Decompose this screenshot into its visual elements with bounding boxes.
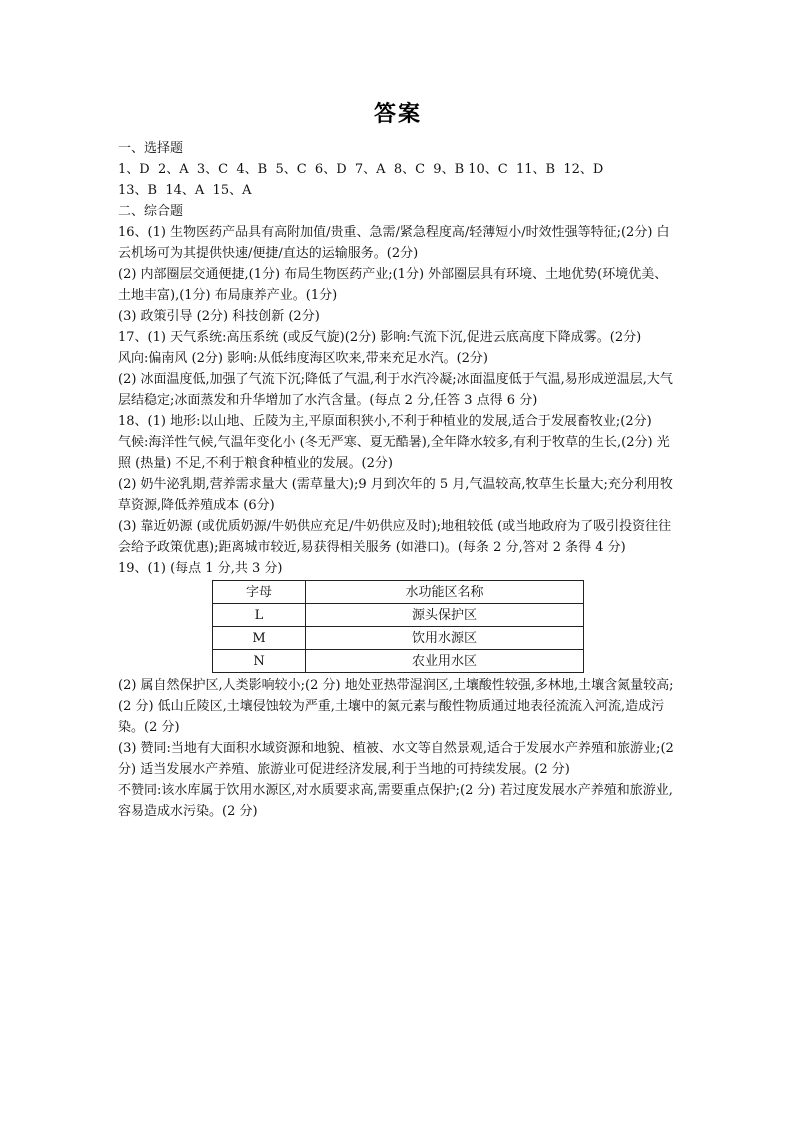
q18-part2: (2) 奶牛泌乳期,营养需求量大 (需草量大);9 月到次年的 5 月,气温较高,牧草生长量大;充分利用牧草资源,降低养殖成本 (6分)	[118, 477, 673, 513]
page-title: 答案	[373, 102, 422, 127]
section2-heading: 二、综合题	[118, 204, 184, 219]
table-row	[213, 627, 584, 650]
table-header-row	[213, 581, 584, 604]
q19-part3-agree: (3) 赞同:当地有大面积水域资源和地貌、植被、水文等自然景观,适合于发展水产养殖和旅游业;(2 分) 适当发展水产养殖、旅游业可促进经济发展,利于当地的可持续发展。(2 分)	[118, 741, 674, 777]
q18-part1-climate: 气候:海洋性气候,气温年变化小 (冬无严寒、夏无酷暑),全年降水较多,有利于牧草的生长,(2分) 光照 (热量) 不足,不利于粮食种植业的发展。(2分)	[118, 435, 670, 471]
table-cell-zone-name: 农业用水区	[306, 650, 584, 673]
choice-row-2: 13、B 14、A 15、A	[118, 183, 252, 198]
answer-body	[118, 138, 678, 822]
q19-intro: 19、(1) (每点 1 分,共 3 分)	[118, 561, 283, 576]
q16-part1: 16、(1) 生物医药产品具有高附加值/贵重、急需/紧急程度高/轻薄短小/时效性强等特征;(2分) 白云机场可为其提供快速/便捷/直达的运输服务。(2分)	[118, 225, 670, 261]
section1-heading: 一、选择题	[118, 141, 184, 156]
q16-part3: (3) 政策引导 (2分) 科技创新 (2分)	[118, 309, 320, 324]
q18-part1: 18、(1) 地形:以山地、丘陵为主,平原面积狭小,不利于种植业的发展,适合于发展畜牧业;(2分)	[118, 414, 652, 429]
q19-part2: (2) 属自然保护区,人类影响较小;(2 分) 地处亚热带湿润区,土壤酸性较强,多林地,土壤含氮量较高;(2 分) 低山丘陵区,土壤侵蚀较为严重,土壤中的氮元素与酸性物质通过地表径流流入河流,造成污染。(2 分)	[118, 678, 674, 735]
q17-part1: 17、(1) 天气系统:高压系统 (或反气旋)(2分) 影响:气流下沉,促进云底高度下降成雾。(2分)	[118, 330, 642, 345]
q18-part3: (3) 靠近奶源 (或优质奶源/牛奶供应充足/牛奶供应及时);地租较低 (或当地政府为了吸引投资往往会给予政策优惠);距离城市较近,易获得相关服务 (如港口)。(每条 2 分,答对 2 条得 4 分)	[118, 519, 672, 555]
table-cell-letter: L	[213, 604, 306, 627]
table-row	[213, 650, 584, 673]
choice-answers	[118, 159, 678, 201]
choice-row-1: 1、D 2、A 3、C 4、B 5、C 6、D 7、A 8、C 9、B 10、C 11、B 12、D	[118, 162, 604, 177]
table-header-zone-name: 水功能区名称	[306, 581, 584, 604]
table-cell-letter: M	[213, 627, 306, 650]
q17-part1-wind: 风向:偏南风 (2分) 影响:从低纬度海区吹来,带来充足水汽。(2分)	[118, 351, 488, 366]
table-row	[213, 604, 584, 627]
q16-part2: (2) 内部圈层交通便捷,(1分) 布局生物医药产业;(1分) 外部圈层具有环境、土地优势(环境优美、土地丰富),(1分) 布局康养产业。(1分)	[118, 267, 668, 303]
q19-part3-disagree: 不赞同:该水库属于饮用水源区,对水质要求高,需要重点保护;(2 分) 若过度发展水产养殖和旅游业,容易造成水污染。(2 分)	[118, 783, 673, 819]
table-cell-zone-name: 源头保护区	[306, 604, 584, 627]
water-function-table-wrapper	[212, 580, 678, 673]
table-header-letter: 字母	[213, 581, 306, 604]
table-cell-zone-name: 饮用水源区	[306, 627, 584, 650]
table-cell-letter: N	[213, 650, 306, 673]
water-function-table	[212, 580, 584, 673]
q17-part2: (2) 冰面温度低,加强了气流下沉;降低了气温,利于水汽冷凝;冰面温度低于气温,易形成逆温层,大气层结稳定;冰面蒸发和升华增加了水汽含量。(每点 2 分,任答 3 点得 6 分)	[118, 372, 673, 408]
